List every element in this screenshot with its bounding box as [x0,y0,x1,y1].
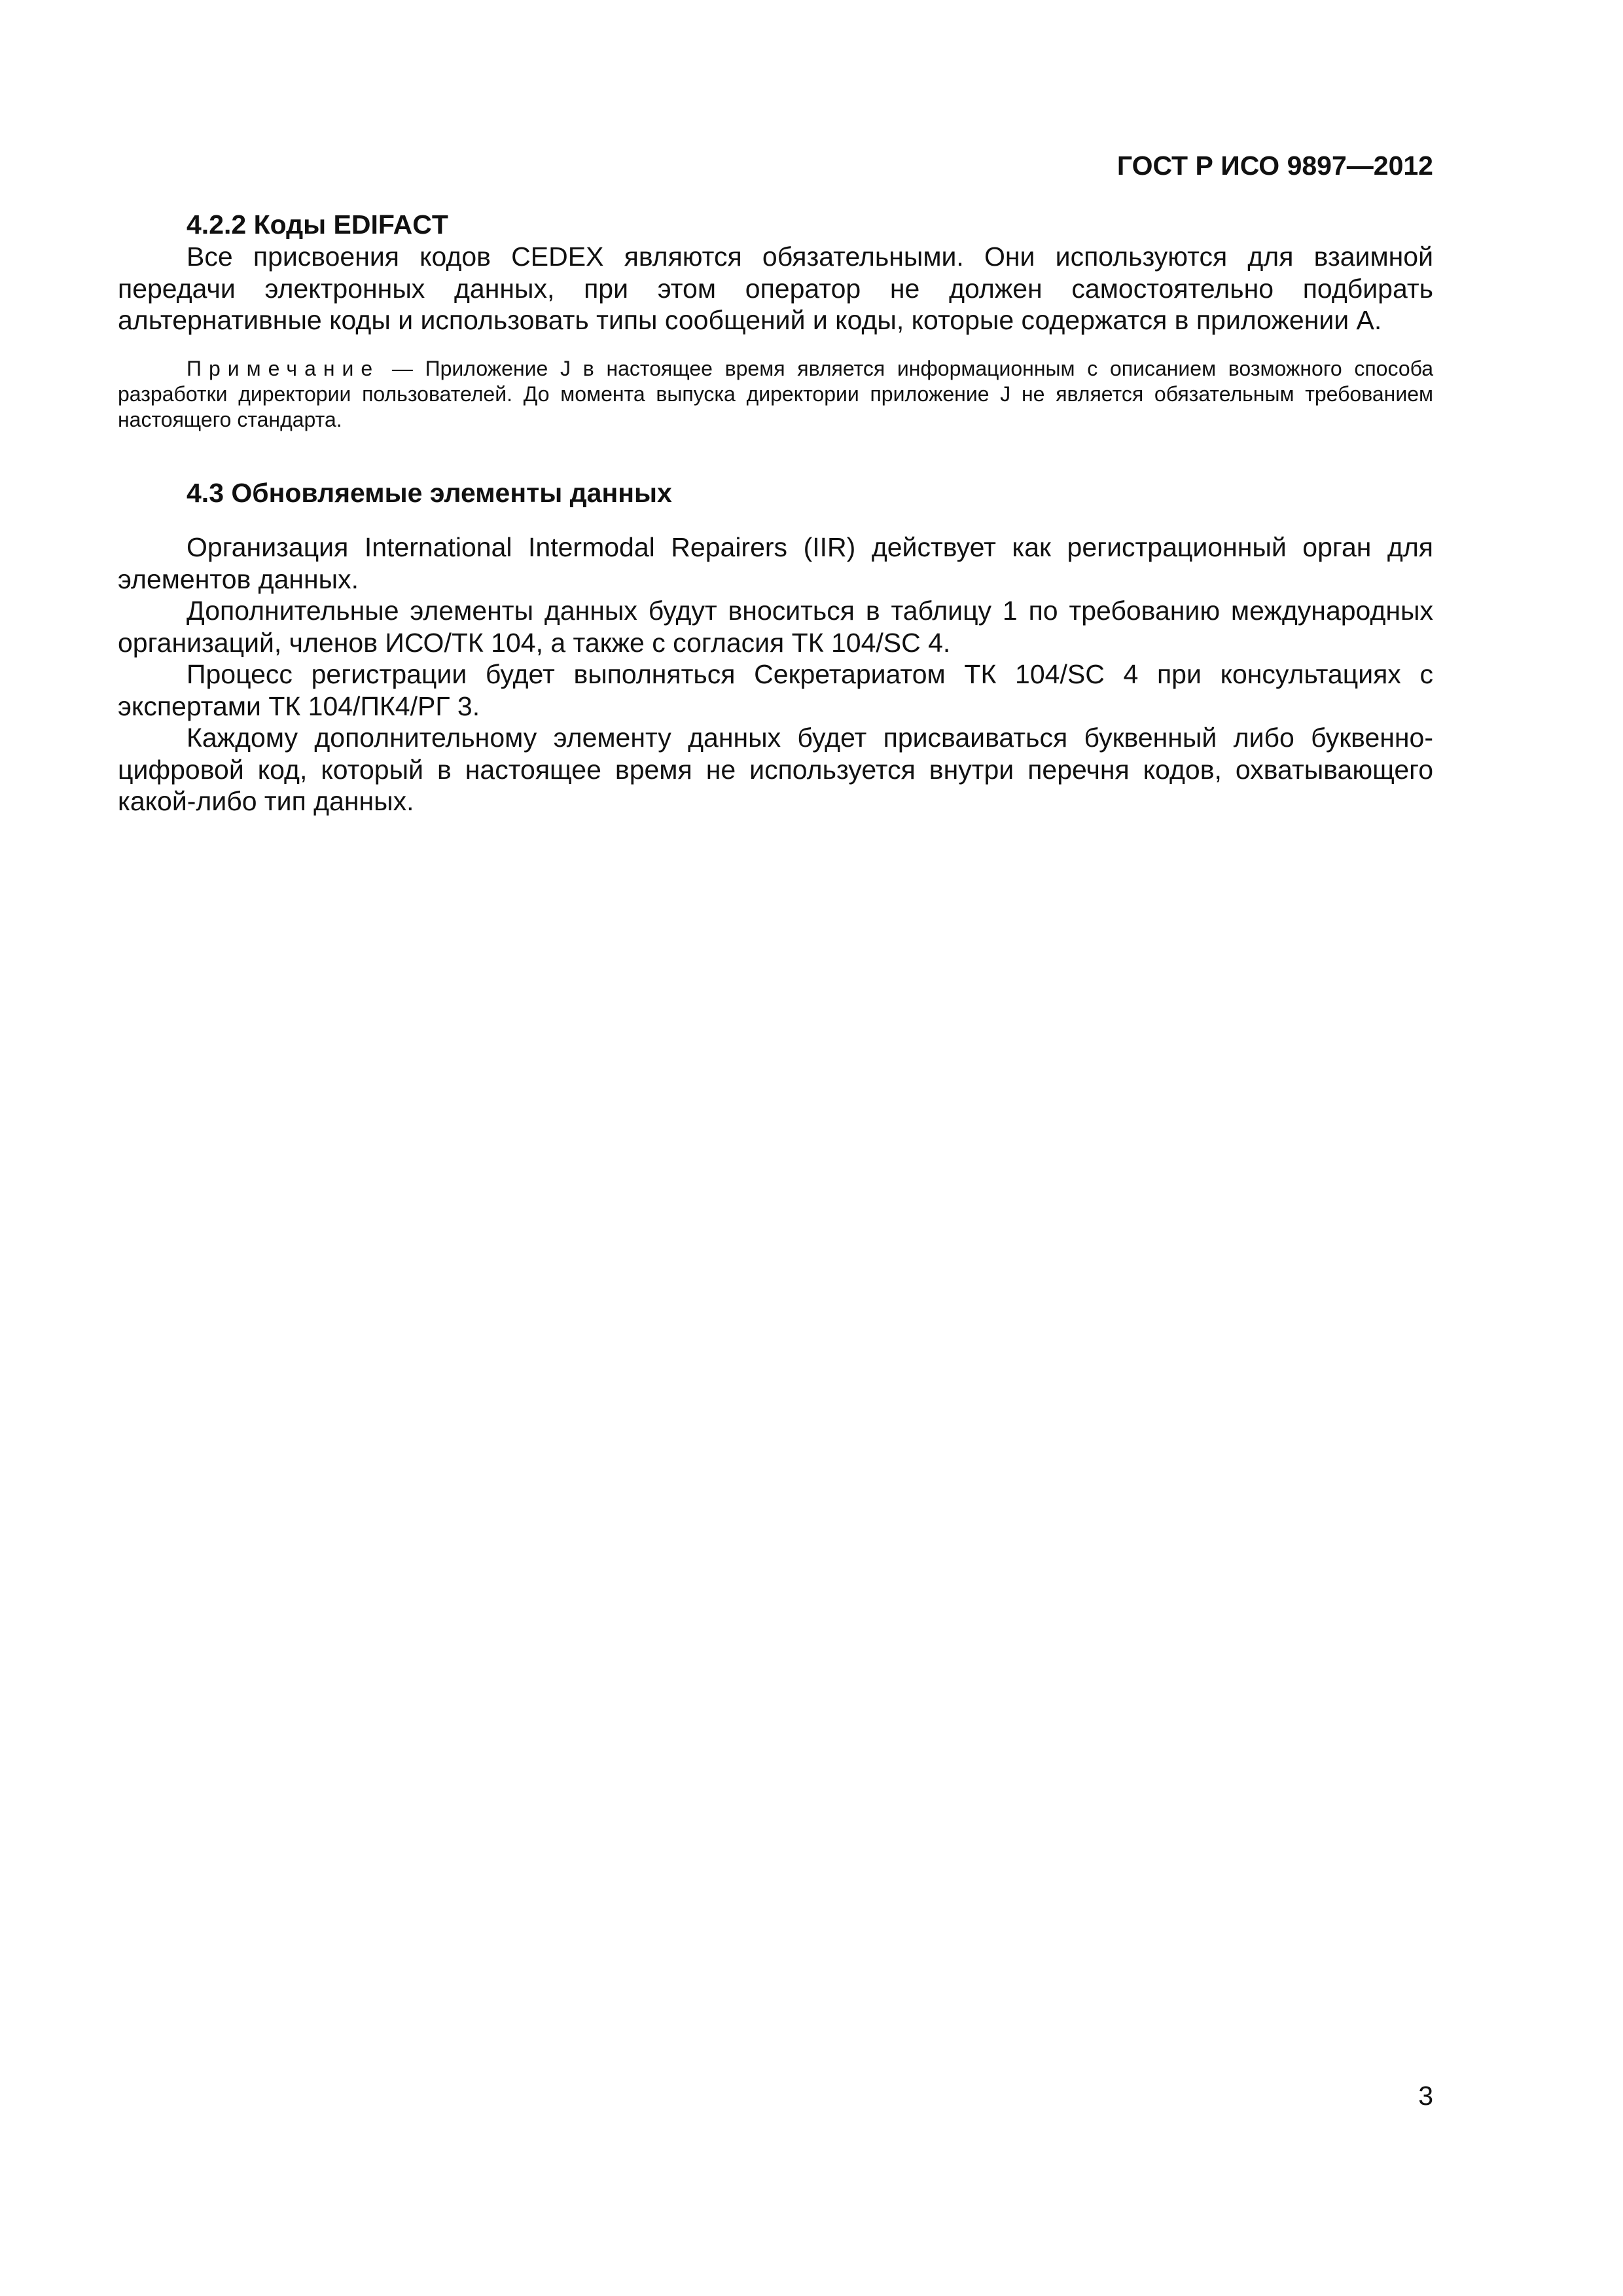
standard-code-header: ГОСТ Р ИСО 9897—2012 [1116,151,1433,181]
section-4-3 [118,476,1433,817]
section-4-2-2-note [118,356,1433,433]
section-4-3-paragraph-4: Каждому дополнительному элементу данных будет присваиваться буквенный либо буквенно-цифровой код, который в настоящее время не используется внутри перечня кодов, охватывающего какой-либо тип данных. [118,723,1433,816]
section-4-2-2-paragraph: Все присвоения кодов CEDEX являются обязательными. Они используются для взаимной передачи электронных данных, при этом оператор не должен самостоятельно подбирать альтернативные коды и использовать типы сообщений и коды, которые содержатся в приложении А. [118,242,1433,335]
section-4-3-paragraph-2: Дополнительные элементы данных будут вноситься в таблицу 1 по требованию международных организаций, членов ИСО/ТК 104, а также с согласия ТК 104/SC 4. [118,596,1433,658]
section-4-2-2 [118,208,1433,336]
section-4-2-2-heading: 4.2.2 Коды EDIFACT [187,209,448,240]
note-label: Примечание [187,357,380,380]
page-number: 3 [1418,2081,1433,2111]
section-4-3-heading: 4.3 Обновляемые элементы данных [187,478,672,508]
note-paragraph [118,356,1433,433]
section-4-3-paragraph-1: Организация International Intermodal Repairers (IIR) действует как регистрационный орган для элементов данных. [118,532,1433,594]
note-text: — Приложение J в настоящее время является информационным с описанием возможного способа разработки директории пользователей. До момента выпуска директории приложение J не является обязательным требованием настоящего стандарта. [118,357,1433,431]
document-page [118,0,1433,2296]
section-4-3-paragraph-3: Процесс регистрации будет выполняться Секретариатом ТК 104/SC 4 при консультациях с экспертами ТК 104/ПК4/РГ 3. [118,659,1433,721]
